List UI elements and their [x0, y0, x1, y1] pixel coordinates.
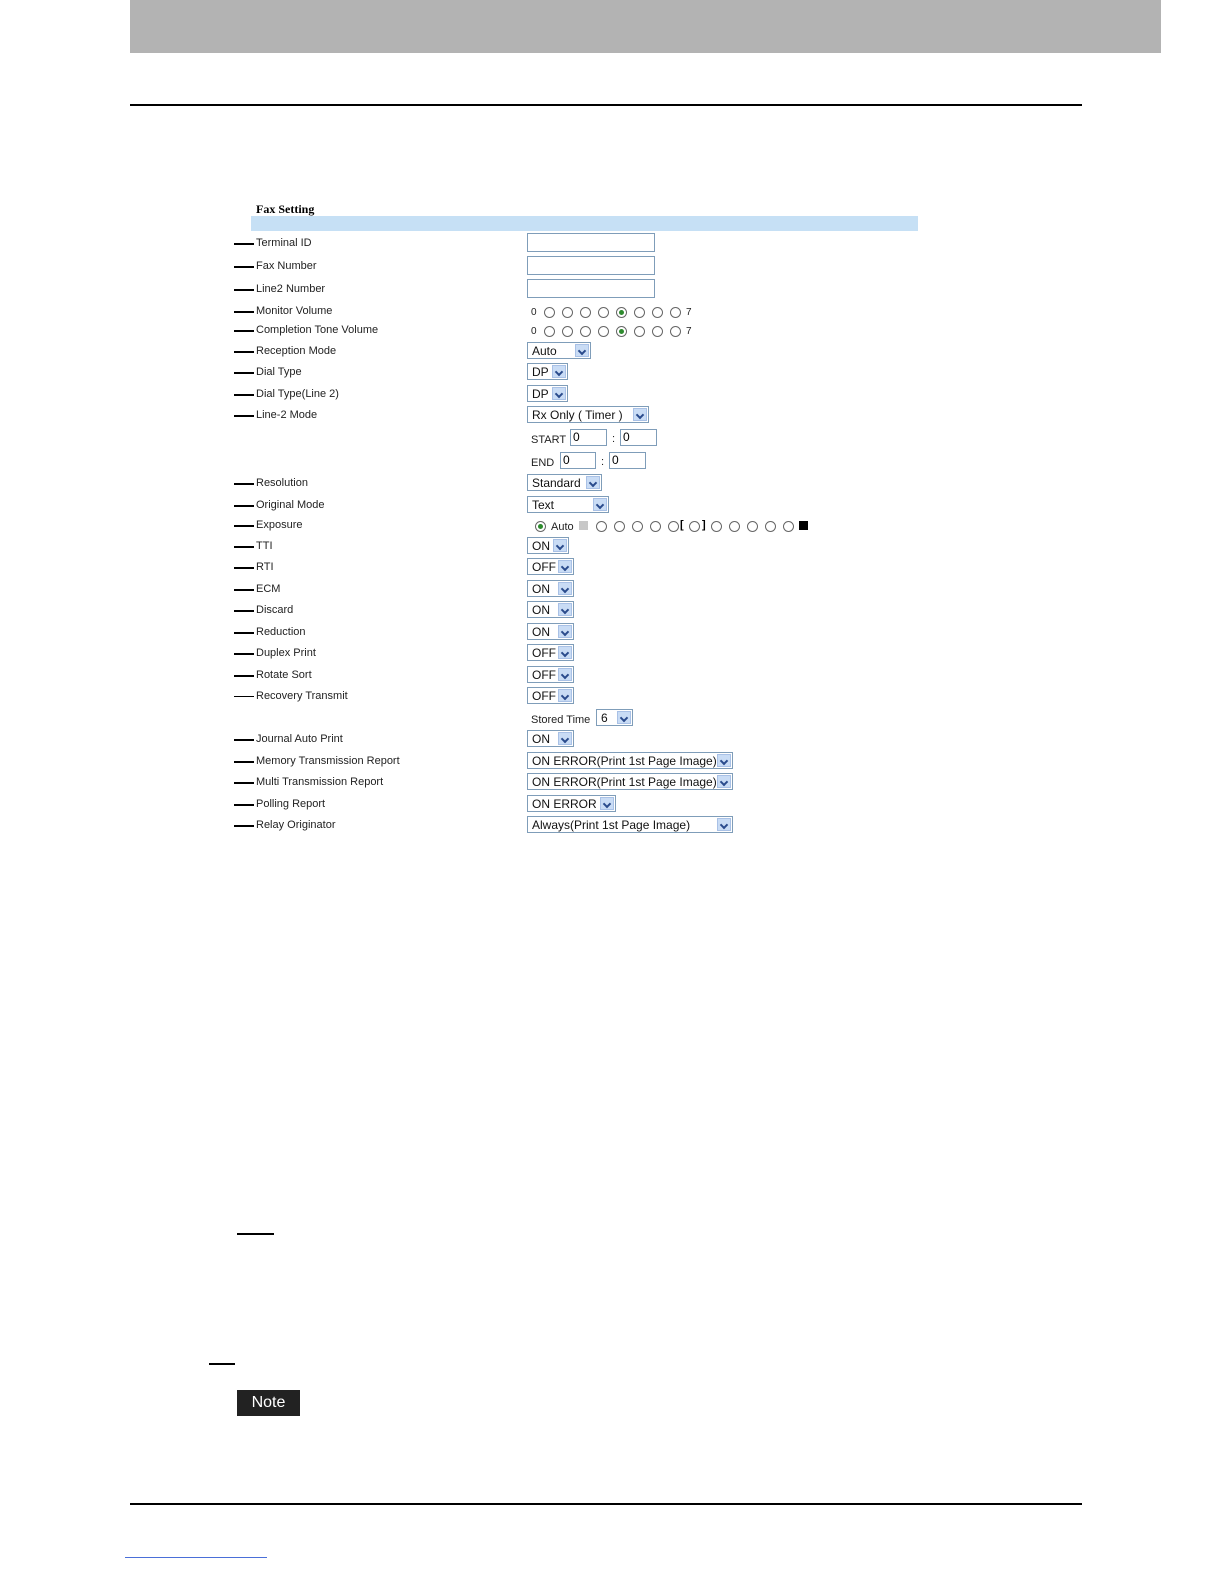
callout-line	[234, 675, 254, 677]
dark-square-icon	[799, 521, 808, 530]
row-line2-end	[0, 451, 1224, 471]
reduction-label: Reduction	[256, 626, 306, 638]
line2-mode-select[interactable]: Rx Only ( Timer )	[527, 406, 649, 423]
monitor-volume-radio-3[interactable]	[598, 307, 609, 318]
fax-number-input[interactable]	[527, 256, 655, 275]
rotate-sort-label: Rotate Sort	[256, 669, 312, 681]
chevron-down-icon	[617, 711, 631, 724]
row-rotate-sort	[0, 665, 1224, 685]
journal-auto-print-label: Journal Auto Print	[256, 733, 343, 745]
line2-mode-label: Line-2 Mode	[256, 409, 318, 421]
tone-volume-radio-6[interactable]	[652, 326, 663, 337]
duplex-print-select[interactable]: OFF	[527, 644, 574, 661]
callout-line	[234, 525, 254, 527]
row-multi-transmission-report	[0, 772, 1224, 792]
ecm-label: ECM	[256, 583, 281, 595]
tti-label: TTI	[256, 540, 273, 552]
row-line2-number	[0, 279, 1224, 299]
multi-transmission-report-select[interactable]: ON ERROR(Print 1st Page Image)	[527, 773, 733, 790]
monitor-volume-radio-6[interactable]	[652, 307, 663, 318]
relay-originator-label: Relay Originator	[256, 819, 336, 831]
callout-line	[234, 761, 254, 763]
row-completion-tone-volume	[0, 320, 1224, 340]
callout-line	[234, 739, 254, 741]
callout-line	[234, 567, 254, 569]
callout-line	[234, 330, 254, 332]
row-ecm	[0, 579, 1224, 599]
exposure-radio-4[interactable]	[650, 521, 661, 532]
monitor-volume-radio-0[interactable]	[544, 307, 555, 318]
chevron-down-icon	[575, 344, 589, 357]
top-rule	[130, 104, 1082, 106]
callout-line	[234, 415, 254, 417]
monitor-volume-radio-4[interactable]	[616, 307, 627, 318]
underline-mark	[209, 1363, 235, 1365]
callout-line	[234, 505, 254, 507]
start-hour-input[interactable]: 0	[570, 429, 607, 446]
line2-number-label: Line2 Number	[256, 283, 326, 295]
callout-line	[234, 311, 254, 313]
chevron-down-icon	[552, 365, 566, 378]
tone-volume-radio-1[interactable]	[562, 326, 573, 337]
recovery-transmit-select[interactable]: OFF	[527, 687, 574, 704]
row-stored-time	[0, 708, 1224, 728]
chevron-down-icon	[552, 387, 566, 400]
exposure-radio-8[interactable]	[729, 521, 740, 532]
chevron-down-icon	[558, 689, 572, 702]
chevron-down-icon	[558, 603, 572, 616]
chevron-down-icon	[558, 582, 572, 595]
polling-report-select[interactable]: ON ERROR	[527, 795, 616, 812]
chevron-down-icon	[558, 560, 572, 573]
chevron-down-icon	[600, 797, 614, 810]
tone-volume-radio-0[interactable]	[544, 326, 555, 337]
discard-select[interactable]: ON	[527, 601, 574, 618]
duplex-print-label: Duplex Print	[256, 647, 316, 659]
row-dial-type	[0, 362, 1224, 382]
callout-line	[234, 782, 254, 784]
original-mode-select[interactable]: Text	[527, 496, 609, 513]
original-mode-label: Original Mode	[256, 499, 325, 511]
chevron-down-icon	[586, 476, 600, 489]
row-monitor-volume	[0, 301, 1224, 321]
section-bar	[251, 216, 918, 231]
light-square-icon	[579, 521, 588, 530]
chevron-down-icon	[717, 754, 731, 767]
recovery-transmit-label: Recovery Transmit	[256, 690, 348, 702]
rti-label: RTI	[256, 561, 274, 573]
row-terminal-id	[0, 233, 1224, 253]
memory-transmission-report-label: Memory Transmission Report	[256, 755, 400, 767]
start-separator: :	[612, 433, 616, 445]
callout-line	[234, 351, 254, 353]
exposure-radio-5[interactable]	[668, 521, 679, 532]
callout-line	[234, 825, 254, 827]
terminal-id-input[interactable]	[527, 233, 655, 252]
line2-number-input[interactable]	[527, 279, 655, 298]
fax-number-label: Fax Number	[256, 260, 317, 272]
chevron-down-icon	[558, 732, 572, 745]
callout-line	[234, 289, 254, 291]
row-duplex-print	[0, 643, 1224, 663]
tti-select[interactable]: ON	[527, 537, 569, 554]
stored-time-select[interactable]: 6	[596, 709, 633, 726]
monitor-volume-radio-1[interactable]	[562, 307, 573, 318]
callout-line	[234, 653, 254, 655]
volume-min-label: 0	[531, 307, 537, 318]
resolution-label: Resolution	[256, 477, 308, 489]
relay-originator-select[interactable]: Always(Print 1st Page Image)	[527, 816, 733, 833]
exposure-radio-11[interactable]	[783, 521, 794, 532]
reception-mode-select[interactable]: Auto	[527, 342, 591, 359]
chevron-down-icon	[593, 498, 607, 511]
callout-line	[234, 610, 254, 612]
tone-volume-radio-7[interactable]	[670, 326, 681, 337]
reception-mode-label: Reception Mode	[256, 345, 337, 357]
chevron-down-icon	[553, 539, 567, 552]
rotate-sort-select[interactable]: OFF	[527, 666, 574, 683]
bottom-rule	[130, 1503, 1082, 1505]
volume-max-label: 7	[686, 307, 692, 318]
ecm-select[interactable]: ON	[527, 580, 574, 597]
exposure-label: Exposure	[256, 519, 303, 531]
start-label: START	[531, 434, 567, 446]
monitor-volume-label: Monitor Volume	[256, 305, 333, 317]
chevron-down-icon	[558, 668, 572, 681]
row-tti	[0, 536, 1224, 556]
exposure-radio-1[interactable]	[596, 521, 607, 532]
callout-line	[234, 696, 254, 697]
tone-volume-radio-3[interactable]	[598, 326, 609, 337]
stored-time-label: Stored Time	[531, 714, 591, 726]
callout-line	[234, 243, 254, 245]
end-hour-input[interactable]: 0	[560, 452, 596, 469]
callout-line	[234, 632, 254, 634]
tone-volume-radio-5[interactable]	[634, 326, 645, 337]
bracket-right-icon: ]	[702, 519, 706, 531]
exposure-radio-10[interactable]	[765, 521, 776, 532]
completion-tone-volume-label: Completion Tone Volume	[256, 324, 379, 336]
exposure-radio-9[interactable]	[747, 521, 758, 532]
monitor-volume-radio-7[interactable]	[670, 307, 681, 318]
dial-type-line2-label: Dial Type(Line 2)	[256, 388, 339, 400]
row-dial-type-line2	[0, 384, 1224, 404]
callout-line	[234, 804, 254, 806]
row-polling-report	[0, 794, 1224, 814]
discard-label: Discard	[256, 604, 294, 616]
exposure-auto-radio[interactable]	[535, 521, 546, 532]
callout-line	[234, 266, 254, 268]
tone-volume-radio-2[interactable]	[580, 326, 591, 337]
end-separator: :	[601, 456, 605, 468]
monitor-volume-radio-5[interactable]	[634, 307, 645, 318]
end-minute-input[interactable]: 0	[609, 452, 646, 469]
row-line2-mode	[0, 405, 1224, 425]
memory-transmission-report-select[interactable]: ON ERROR(Print 1st Page Image)	[527, 752, 733, 769]
row-fax-number	[0, 256, 1224, 276]
callout-line	[234, 394, 254, 396]
row-reception-mode	[0, 341, 1224, 361]
chevron-down-icon	[558, 646, 572, 659]
row-exposure	[0, 515, 1224, 535]
chevron-down-icon	[717, 775, 731, 788]
row-resolution	[0, 473, 1224, 493]
journal-auto-print-select[interactable]: ON	[527, 730, 574, 747]
volume-min-label: 0	[531, 326, 537, 337]
resolution-select[interactable]: Standard	[527, 474, 602, 491]
chevron-down-icon	[558, 625, 572, 638]
row-discard	[0, 600, 1224, 620]
dial-type-line2-select[interactable]: DP	[527, 385, 568, 402]
row-relay-originator	[0, 815, 1224, 835]
rti-select[interactable]: OFF	[527, 558, 574, 575]
end-label: END	[531, 457, 555, 469]
tone-volume-radio-4[interactable]	[616, 326, 627, 337]
section-title: Fax Setting	[256, 202, 315, 216]
row-recovery-transmit	[0, 686, 1224, 706]
exposure-radio-2[interactable]	[614, 521, 625, 532]
exposure-radio-3[interactable]	[632, 521, 643, 532]
multi-transmission-report-label: Multi Transmission Report	[256, 776, 384, 788]
underline-mark	[237, 1233, 274, 1235]
callout-line	[234, 483, 254, 485]
volume-max-label: 7	[686, 326, 692, 337]
footer-link-underline[interactable]	[125, 1557, 267, 1558]
row-memory-transmission-report	[0, 751, 1224, 771]
row-rti	[0, 557, 1224, 577]
chevron-down-icon	[717, 818, 731, 831]
dial-type-label: Dial Type	[256, 366, 302, 378]
dial-type-select[interactable]: DP	[527, 363, 568, 380]
start-minute-input[interactable]: 0	[620, 429, 657, 446]
callout-line	[234, 589, 254, 591]
row-original-mode	[0, 495, 1224, 515]
row-journal-auto-print	[0, 729, 1224, 749]
terminal-id-label: Terminal ID	[256, 237, 312, 249]
row-reduction	[0, 622, 1224, 642]
reduction-select[interactable]: ON	[527, 623, 574, 640]
chevron-down-icon	[633, 408, 647, 421]
callout-line	[234, 546, 254, 548]
exposure-radio-7[interactable]	[711, 521, 722, 532]
monitor-volume-radio-2[interactable]	[580, 307, 591, 318]
polling-report-label: Polling Report	[256, 798, 326, 810]
note-badge: Note	[237, 1390, 300, 1416]
header-bar	[130, 0, 1161, 53]
exposure-auto-label: Auto	[551, 521, 574, 533]
exposure-radio-center[interactable]	[689, 521, 700, 532]
bracket-left-icon: [	[680, 519, 684, 531]
callout-line	[234, 372, 254, 374]
row-line2-start	[0, 428, 1224, 448]
